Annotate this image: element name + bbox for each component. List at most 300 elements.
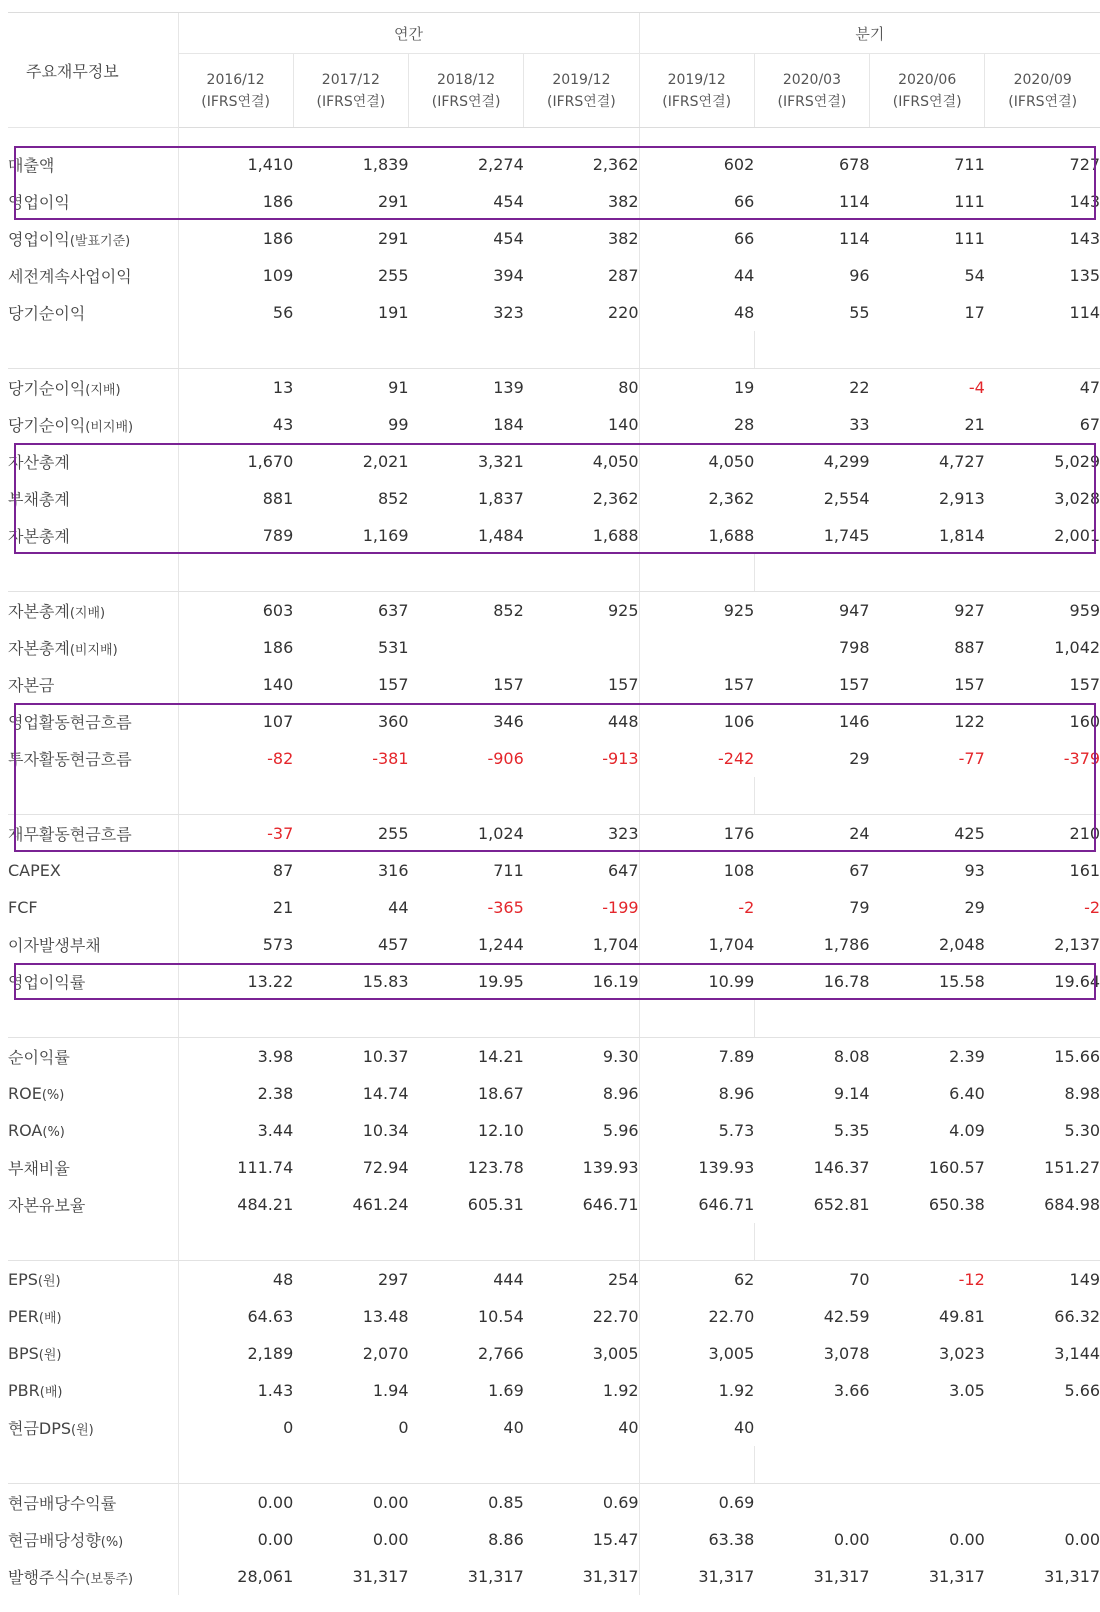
value-cell: 135 <box>1069 266 1100 285</box>
value-cell: 287 <box>608 266 639 285</box>
value-cell: 63.38 <box>639 1521 754 1558</box>
value-cell: 186 <box>262 638 294 657</box>
value-cell: 8.96 <box>602 1084 639 1103</box>
value-cell: 67 <box>849 861 870 880</box>
value-cell: 31,317 <box>467 1567 524 1586</box>
value-cell: 107 <box>262 712 294 731</box>
value-cell: 18.67 <box>477 1084 524 1103</box>
value-cell: 3,321 <box>477 452 524 471</box>
row-label-suffix: (%) <box>42 1125 65 1140</box>
value-cell: 2,021 <box>362 452 409 471</box>
row-label-suffix: (원) <box>38 1348 62 1363</box>
section-divider <box>8 1446 1100 1484</box>
value-cell: 5,029 <box>1054 452 1100 471</box>
value-cell: 5.73 <box>639 1112 754 1149</box>
value-cell: 0.00 <box>257 1493 294 1512</box>
value-cell: 139.93 <box>639 1149 754 1186</box>
value-cell: 72.94 <box>362 1158 409 1177</box>
section-divider <box>8 777 1100 815</box>
table-row <box>8 1484 1100 1522</box>
value-cell: 1.69 <box>488 1381 524 1400</box>
value-cell: 0.69 <box>602 1493 639 1512</box>
row-label <box>8 592 178 630</box>
group-quarter-header: 분기 <box>639 13 1100 54</box>
value-cell: 650.38 <box>928 1195 985 1214</box>
value-cell: 1,670 <box>247 452 294 471</box>
value-cell: 444 <box>493 1270 524 1289</box>
value-cell: 1,839 <box>362 155 409 174</box>
value-cell: 711 <box>954 155 985 174</box>
value-cell: 14.21 <box>477 1047 524 1066</box>
value-cell: 13.48 <box>362 1307 409 1326</box>
value-cell: 109 <box>262 266 294 285</box>
row-label-suffix: (지배) <box>69 606 106 621</box>
value-cell: 1,024 <box>477 824 524 843</box>
period-header <box>754 54 869 128</box>
value-cell: 140 <box>262 675 294 694</box>
value-cell: 29 <box>964 898 985 917</box>
row-label <box>8 889 178 926</box>
value-cell: 8.98 <box>1064 1084 1100 1103</box>
value-cell: 160.57 <box>928 1158 985 1177</box>
value-cell: 646.71 <box>639 1186 754 1223</box>
value-cell: 114 <box>1069 303 1100 322</box>
value-cell: 5.35 <box>833 1121 870 1140</box>
value-cell: -2 <box>1084 898 1100 917</box>
value-cell: 16.19 <box>592 972 639 991</box>
value-cell: 29 <box>849 749 870 768</box>
value-cell: -365 <box>487 898 524 917</box>
value-cell: 191 <box>377 303 409 322</box>
value-cell: 3.98 <box>257 1047 294 1066</box>
table-row <box>8 183 1100 220</box>
value-cell: 10.37 <box>362 1047 409 1066</box>
value-cell: 0.00 <box>1064 1530 1100 1549</box>
value-cell: 157 <box>639 666 754 703</box>
row-label-text: 영업이익 <box>8 193 70 212</box>
value-cell: 9.14 <box>833 1084 870 1103</box>
value-cell: 684.98 <box>1044 1195 1100 1214</box>
value-cell: 1.94 <box>372 1381 409 1400</box>
value-cell: 106 <box>639 703 754 740</box>
value-cell: 111 <box>954 192 985 211</box>
period-basis: (IFRS연결) <box>1008 93 1078 110</box>
value-cell: -4 <box>968 378 985 397</box>
row-label-text: FCF <box>8 898 38 917</box>
value-cell: 210 <box>1069 824 1100 843</box>
value-cell: 99 <box>388 415 409 434</box>
row-label-text: 영업이익 <box>8 230 70 249</box>
table-row <box>8 1186 1100 1223</box>
value-cell: 254 <box>608 1270 639 1289</box>
value-cell: 0 <box>398 1418 409 1437</box>
value-cell: 798 <box>839 638 870 657</box>
section-divider <box>8 1000 1100 1038</box>
value-cell: -913 <box>602 749 639 768</box>
value-cell: 0.00 <box>372 1530 409 1549</box>
value-cell: -381 <box>372 749 409 768</box>
value-cell: 93 <box>964 861 985 880</box>
period-basis: (IFRS연결) <box>201 93 271 110</box>
value-cell: 2,766 <box>477 1344 524 1363</box>
value-cell: 8.86 <box>488 1530 524 1549</box>
row-label-text: 자본유보율 <box>8 1196 86 1215</box>
period-date: 2020/06 <box>898 71 957 88</box>
table-row <box>8 629 1100 666</box>
value-cell: 4,727 <box>938 452 985 471</box>
value-cell: 149 <box>1069 1270 1100 1289</box>
value-cell: 394 <box>493 266 524 285</box>
value-cell: 96 <box>849 266 870 285</box>
value-cell: 22 <box>849 378 870 397</box>
value-cell: 140 <box>608 415 639 434</box>
value-cell: 157 <box>493 675 524 694</box>
period-date: 2019/12 <box>667 71 726 88</box>
table-row <box>8 963 1100 1000</box>
row-label-text: 현금배당성향 <box>8 1531 101 1550</box>
value-cell: 5.96 <box>602 1121 639 1140</box>
value-cell: 49.81 <box>938 1307 985 1326</box>
period-basis: (IFRS연결) <box>662 93 732 110</box>
period-date: 2020/09 <box>1013 71 1072 88</box>
value-cell: 6.40 <box>949 1084 985 1103</box>
table-row <box>8 369 1100 407</box>
value-cell: 0.00 <box>257 1530 294 1549</box>
financial-summary-table <box>8 12 1100 1595</box>
row-label-text: PER <box>8 1307 39 1326</box>
value-cell: 64.63 <box>247 1307 294 1326</box>
row-label-suffix: (지배) <box>85 383 121 398</box>
value-cell: 454 <box>493 229 524 248</box>
value-cell: 111.74 <box>237 1158 294 1177</box>
value-cell: 28 <box>639 406 754 443</box>
value-cell: -2 <box>639 889 754 926</box>
value-cell: 66 <box>639 183 754 220</box>
value-cell: 1,837 <box>477 489 524 508</box>
row-label <box>8 1112 178 1149</box>
table-row <box>8 666 1100 703</box>
table-row <box>8 220 1100 257</box>
row-label <box>8 1409 178 1446</box>
row-label-text: ROA <box>8 1121 43 1140</box>
value-cell: 1,814 <box>938 526 985 545</box>
table-row <box>8 1521 1100 1558</box>
value-cell: 852 <box>377 489 409 508</box>
value-cell: 80 <box>618 378 639 397</box>
row-label <box>8 1484 178 1522</box>
value-cell: 789 <box>262 526 294 545</box>
value-cell: 184 <box>493 415 524 434</box>
value-cell: 40 <box>639 1409 754 1446</box>
table-row <box>8 703 1100 740</box>
value-cell: 3.44 <box>257 1121 294 1140</box>
value-cell: 21 <box>272 898 294 917</box>
corner-label: 주요재무정보 <box>8 13 178 128</box>
row-label <box>8 294 178 331</box>
row-label-suffix: (%) <box>100 1535 124 1550</box>
row-label <box>8 815 178 853</box>
row-label-text: 당기순이익 <box>8 304 86 323</box>
table-row <box>8 1075 1100 1112</box>
period-date: 2018/12 <box>437 71 496 88</box>
table-row <box>8 926 1100 963</box>
period-date: 2019/12 <box>552 71 611 88</box>
row-label <box>8 369 178 407</box>
value-cell: 3,005 <box>639 1335 754 1372</box>
row-label-text: 당기순이익 <box>8 379 86 398</box>
table-row <box>8 1149 1100 1186</box>
value-cell: 291 <box>377 229 409 248</box>
value-cell: 151.27 <box>1044 1158 1100 1177</box>
row-label <box>8 1075 178 1112</box>
row-label-text: 부채총계 <box>8 490 70 509</box>
value-cell: 360 <box>377 712 409 731</box>
table-row <box>8 1038 1100 1076</box>
row-label-text: 자본총계 <box>8 639 70 658</box>
value-cell: 454 <box>493 192 524 211</box>
value-cell: 5.30 <box>1064 1121 1100 1140</box>
value-cell: -906 <box>487 749 524 768</box>
value-cell: 2,554 <box>823 489 870 508</box>
period-header <box>524 54 639 128</box>
value-cell <box>985 1484 1100 1522</box>
period-basis: (IFRS연결) <box>777 93 847 110</box>
value-cell: 4,050 <box>592 452 639 471</box>
value-cell: 2,362 <box>592 489 639 508</box>
row-label <box>8 926 178 963</box>
value-cell: 21 <box>964 415 985 434</box>
row-label-suffix: (원) <box>71 1423 94 1438</box>
value-cell: 4,299 <box>823 452 870 471</box>
value-cell: 448 <box>608 712 639 731</box>
value-cell <box>524 629 639 666</box>
row-label <box>8 629 178 666</box>
value-cell: 2,137 <box>1054 935 1100 954</box>
value-cell: 66 <box>639 220 754 257</box>
row-label-suffix: (원) <box>37 1274 61 1289</box>
value-cell: 711 <box>493 861 524 880</box>
value-cell: 67 <box>1079 415 1100 434</box>
value-cell: 3,005 <box>592 1344 639 1363</box>
table-row <box>8 517 1100 554</box>
value-cell: 66.32 <box>1054 1307 1100 1326</box>
value-cell: 8.08 <box>833 1047 870 1066</box>
value-cell: 157 <box>1069 675 1100 694</box>
row-label <box>8 517 178 554</box>
value-cell: -82 <box>267 749 294 768</box>
table-row <box>8 480 1100 517</box>
value-cell: 157 <box>377 675 409 694</box>
value-cell: 1,244 <box>477 935 524 954</box>
value-cell: 425 <box>954 824 985 843</box>
row-label-text: 영업이익률 <box>8 973 86 992</box>
value-cell: 959 <box>1069 601 1100 620</box>
row-label <box>8 1558 178 1595</box>
value-cell: 123.78 <box>467 1158 524 1177</box>
value-cell: 646.71 <box>582 1195 639 1214</box>
row-label <box>8 1521 178 1558</box>
row-label-suffix: (비지배) <box>69 643 118 658</box>
value-cell: 114 <box>839 229 870 248</box>
table-row <box>8 1335 1100 1372</box>
value-cell: 70 <box>849 1270 870 1289</box>
value-cell: 10.34 <box>362 1121 409 1140</box>
value-cell: 3.66 <box>833 1381 870 1400</box>
value-cell: 40 <box>618 1418 639 1437</box>
row-label-text: 순이익률 <box>8 1048 70 1067</box>
value-cell: 160 <box>1069 712 1100 731</box>
row-label <box>8 257 178 294</box>
value-cell: 48 <box>639 294 754 331</box>
row-label <box>8 852 178 889</box>
value-cell: 2,362 <box>592 155 639 174</box>
value-cell: 647 <box>608 861 639 880</box>
value-cell: 605.31 <box>467 1195 524 1214</box>
value-cell: 0.00 <box>949 1530 985 1549</box>
row-label <box>8 146 178 183</box>
row-label-text: ROE <box>8 1084 42 1103</box>
value-cell: 2,001 <box>1054 526 1100 545</box>
value-cell: 24 <box>849 824 870 843</box>
value-cell: 31,317 <box>352 1567 409 1586</box>
value-cell: 316 <box>377 861 409 880</box>
row-label-text: EPS <box>8 1270 38 1289</box>
row-label-text: 현금배당수익률 <box>8 1494 117 1513</box>
value-cell: 186 <box>262 229 294 248</box>
value-cell: 12.10 <box>477 1121 524 1140</box>
value-cell: 40 <box>503 1418 524 1437</box>
value-cell: 19 <box>639 369 754 407</box>
value-cell: 108 <box>639 852 754 889</box>
value-cell: 0.00 <box>372 1493 409 1512</box>
value-cell: 62 <box>639 1261 754 1299</box>
row-label <box>8 1261 178 1299</box>
value-cell: 33 <box>849 415 870 434</box>
value-cell <box>870 1409 985 1446</box>
value-cell: 176 <box>639 815 754 853</box>
value-cell: 31,317 <box>813 1567 870 1586</box>
value-cell: 19.95 <box>477 972 524 991</box>
period-date: 2016/12 <box>206 71 265 88</box>
row-label <box>8 666 178 703</box>
value-cell: 4,050 <box>639 443 754 480</box>
value-cell: 652.81 <box>813 1195 870 1214</box>
value-cell: 2,274 <box>477 155 524 174</box>
value-cell: 143 <box>1069 229 1100 248</box>
value-cell: 1.92 <box>639 1372 754 1409</box>
value-cell: -12 <box>958 1270 985 1289</box>
value-cell: 947 <box>839 601 870 620</box>
value-cell: 44 <box>388 898 409 917</box>
row-label-text: 현금DPS <box>8 1419 72 1438</box>
row-label-suffix: (배) <box>38 1311 62 1326</box>
value-cell: 3,028 <box>1054 489 1100 508</box>
value-cell: 3,078 <box>823 1344 870 1363</box>
value-cell: 22.70 <box>639 1298 754 1335</box>
row-label-text: 자산총계 <box>8 453 70 472</box>
value-cell: 31,317 <box>582 1567 639 1586</box>
value-cell: 111 <box>954 229 985 248</box>
value-cell: 255 <box>377 824 409 843</box>
period-header <box>293 54 408 128</box>
section-divider <box>8 331 1100 369</box>
value-cell: 727 <box>1069 155 1100 174</box>
value-cell: 297 <box>377 1270 409 1289</box>
row-label-text: 영업활동현금흐름 <box>8 713 132 732</box>
row-label <box>8 963 178 1000</box>
value-cell: 573 <box>262 935 294 954</box>
group-annual-header: 연간 <box>178 13 639 54</box>
row-label-text: 자본총계 <box>8 602 70 621</box>
value-cell: 925 <box>608 601 639 620</box>
row-label-text: BPS <box>8 1344 39 1363</box>
value-cell: 457 <box>377 935 409 954</box>
value-cell: 3.05 <box>949 1381 985 1400</box>
table-row <box>8 1372 1100 1409</box>
row-label-text: PBR <box>8 1381 40 1400</box>
period-header <box>178 54 293 128</box>
row-label-text: 부채비율 <box>8 1159 70 1178</box>
value-cell: 925 <box>639 592 754 630</box>
value-cell <box>870 1484 985 1522</box>
value-cell: 186 <box>262 192 294 211</box>
value-cell: 1,688 <box>639 517 754 554</box>
value-cell: 157 <box>608 675 639 694</box>
table-row <box>8 146 1100 183</box>
value-cell: 161 <box>1069 861 1100 880</box>
row-label <box>8 406 178 443</box>
row-label-suffix: (배) <box>39 1385 63 1400</box>
value-cell: 22.70 <box>592 1307 639 1326</box>
period-date: 2017/12 <box>321 71 380 88</box>
value-cell: 139.93 <box>582 1158 639 1177</box>
value-cell: 1.92 <box>602 1381 639 1400</box>
value-cell: 1,745 <box>823 526 870 545</box>
row-label-text: 이자발생부채 <box>8 936 101 955</box>
value-cell: 42.59 <box>823 1307 870 1326</box>
value-cell: 2,362 <box>639 480 754 517</box>
value-cell: 461.24 <box>352 1195 409 1214</box>
value-cell: 10.54 <box>477 1307 524 1326</box>
value-cell: 8.96 <box>639 1075 754 1112</box>
row-label <box>8 1186 178 1223</box>
value-cell: 10.99 <box>639 963 754 1000</box>
row-label <box>8 1298 178 1335</box>
value-cell: 16.78 <box>823 972 870 991</box>
value-cell: 484.21 <box>237 1195 294 1214</box>
table-row <box>8 406 1100 443</box>
value-cell: 887 <box>954 638 985 657</box>
value-cell: 15.58 <box>938 972 985 991</box>
value-cell: 91 <box>388 378 409 397</box>
value-cell: 7.89 <box>639 1038 754 1076</box>
value-cell: 291 <box>377 192 409 211</box>
table-row <box>8 740 1100 777</box>
period-basis: (IFRS연결) <box>431 93 501 110</box>
row-label <box>8 1038 178 1076</box>
value-cell: 1,704 <box>639 926 754 963</box>
period-header <box>985 54 1100 128</box>
value-cell: 603 <box>262 601 294 620</box>
value-cell: 56 <box>272 303 294 322</box>
value-cell: 19.64 <box>1054 972 1100 991</box>
row-label <box>8 1372 178 1409</box>
section-divider <box>8 1223 1100 1261</box>
table-row <box>8 1558 1100 1595</box>
value-cell: 47 <box>1079 378 1100 397</box>
value-cell: 143 <box>1069 192 1100 211</box>
value-cell: 1,410 <box>247 155 294 174</box>
